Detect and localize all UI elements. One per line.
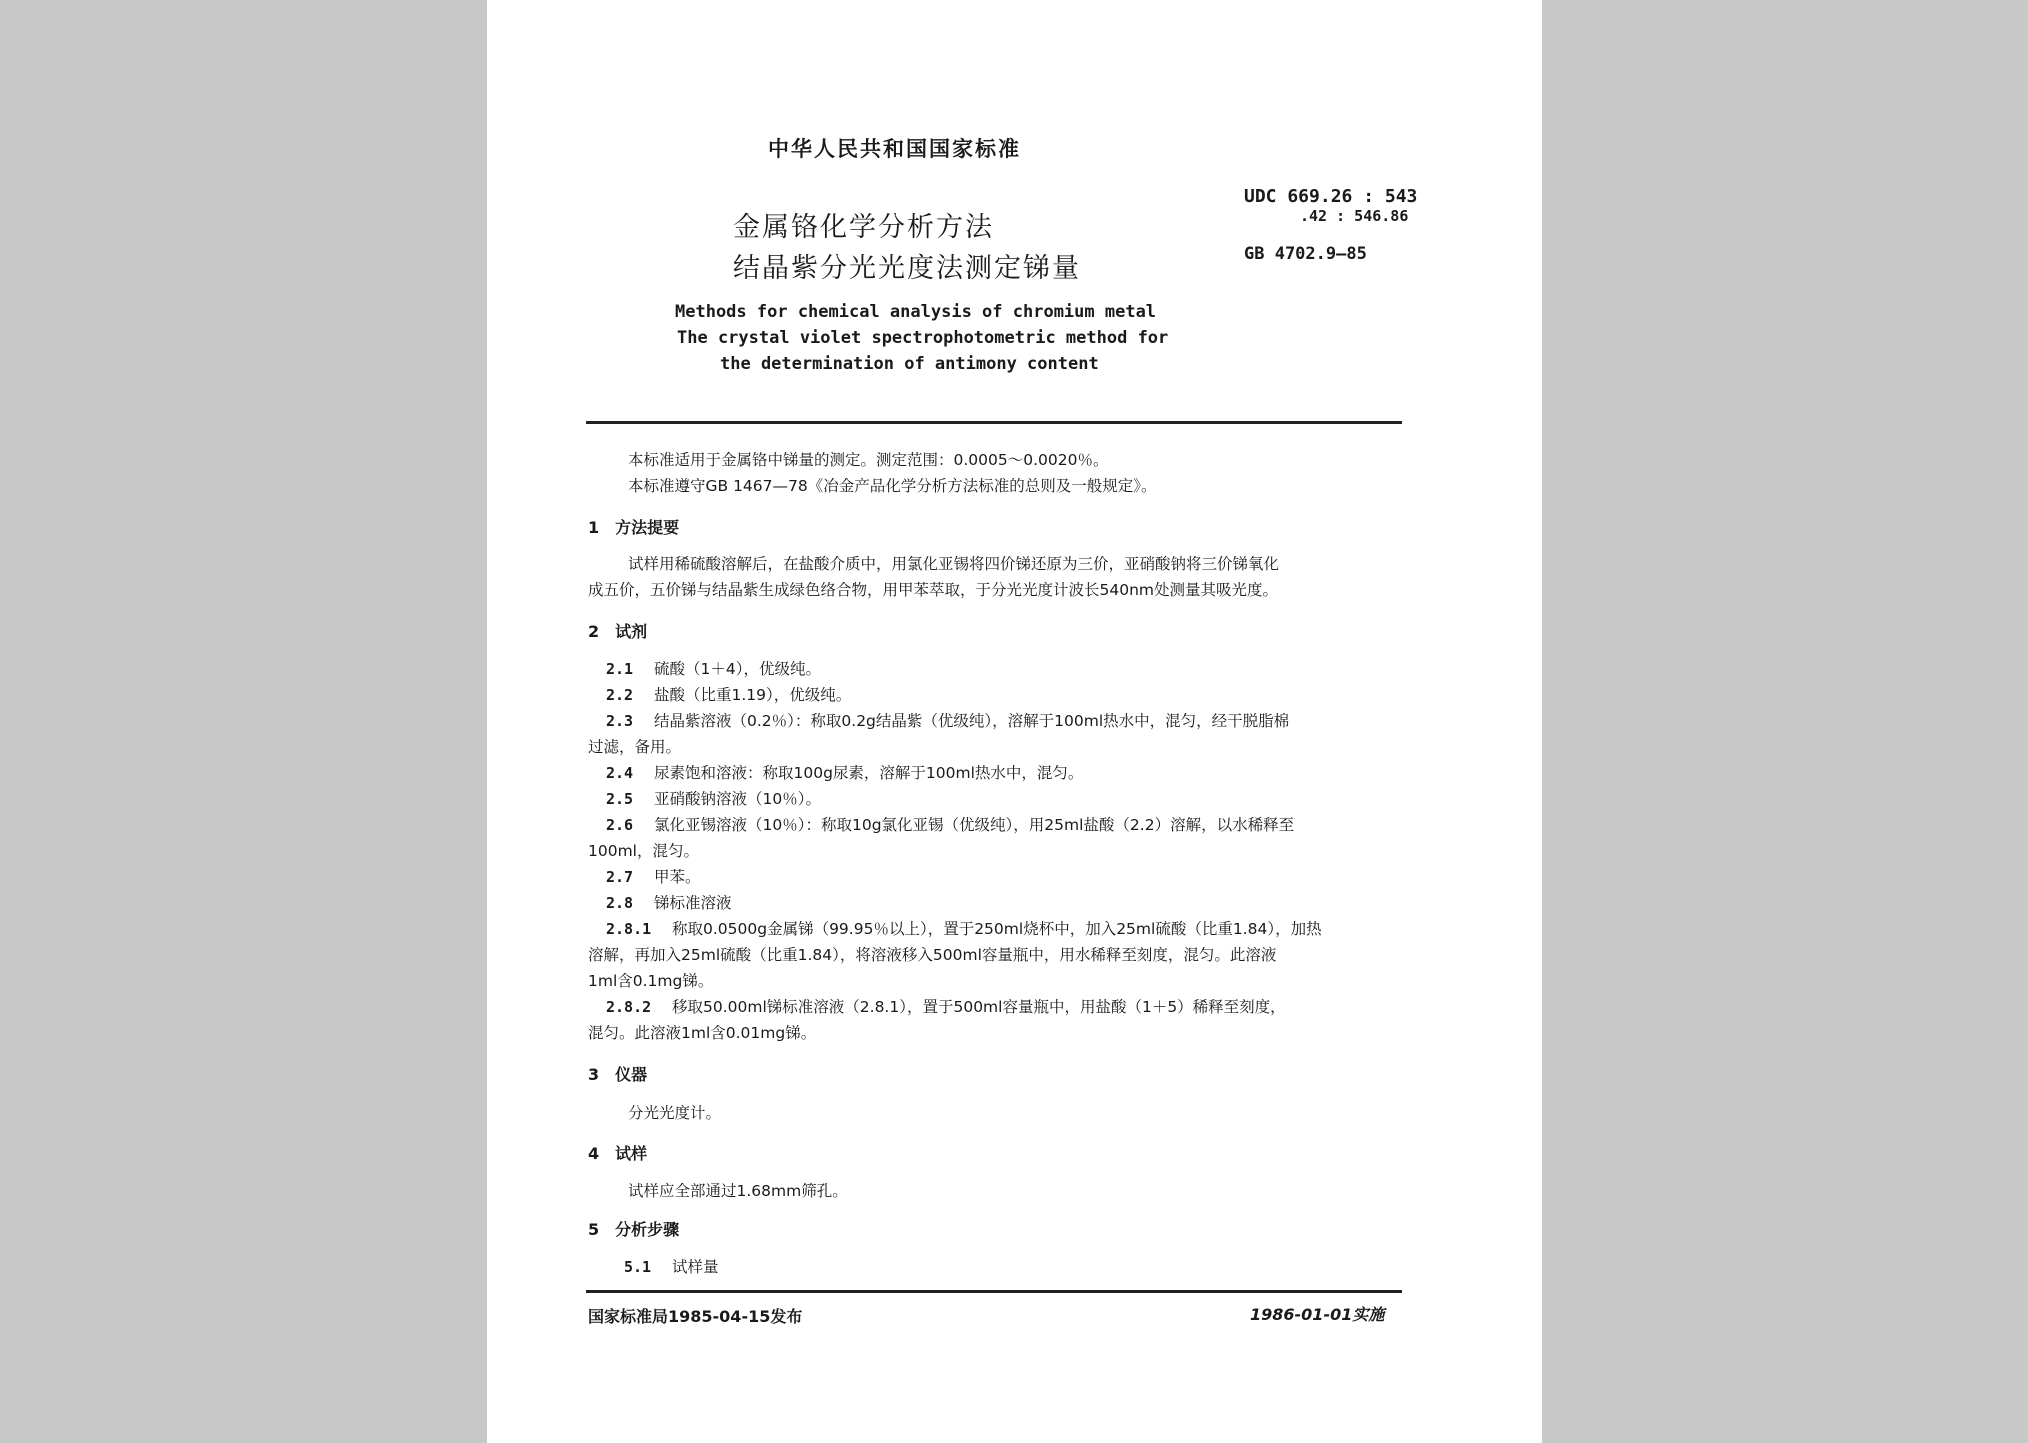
item-text: 盐酸（比重1.19），优级纯。 (654, 686, 852, 704)
item-2-2 (606, 683, 851, 705)
item-2-8-2 (606, 995, 1286, 1017)
udc-code-line2: .42 : 546.86 (1300, 207, 1409, 225)
item-number: 2.6 (606, 816, 634, 834)
item-2-8 (606, 891, 732, 913)
item-number: 5.1 (624, 1258, 652, 1276)
item-number: 2.7 (606, 868, 634, 886)
section-1-heading: 1 方法提要 (588, 518, 680, 537)
gb-number: GB 4702.9—85 (1244, 244, 1367, 264)
item-number: 2.4 (606, 764, 634, 782)
intro-line2: 本标准遵守GB 1467—78《冶金产品化学分析方法标准的总则及一般规定》。 (628, 477, 1157, 495)
item-2-8-1-cont2: 1ml含0.1mg锑。 (588, 972, 714, 990)
item-2-6-cont: 100ml，混匀。 (588, 842, 699, 860)
document-page (487, 0, 1542, 1443)
section-1-para-line2: 成五价，五价锑与结晶紫生成绿色络合物，用甲苯萃取，于分光光度计波长540nm处测量其吸光度。 (588, 581, 1279, 599)
item-5-1 (624, 1255, 719, 1277)
item-2-8-1 (606, 917, 1322, 939)
title-cn-line1: 金属铬化学分析方法 (733, 212, 994, 243)
item-text: 甲苯。 (654, 868, 701, 886)
intro-line1: 本标准适用于金属铬中锑量的测定。测定范围：0.0005～0.0020％。 (628, 451, 1109, 469)
item-number: 2.1 (606, 660, 634, 678)
national-standard-label: 中华人民共和国国家标准 (768, 137, 1021, 161)
item-text: 锑标准溶液 (654, 894, 732, 912)
item-number: 2.8.2 (606, 998, 652, 1016)
section-5-heading: 5 分析步骤 (588, 1220, 680, 1239)
item-2-3-cont: 过滤，备用。 (588, 738, 682, 756)
udc-code-line1: UDC 669.26 : 543 (1244, 186, 1418, 207)
header-divider (586, 421, 1402, 424)
item-2-8-1-cont1: 溶解，再加入25ml硫酸（比重1.84），将溶液移入500ml容量瓶中，用水稀释至刻度，混匀。此溶液 (588, 946, 1277, 964)
title-cn-line2: 结晶紫分光光度法测定锑量 (733, 253, 1081, 284)
item-text: 称取0.0500g金属锑（99.95％以上），置于250ml烧杯中，加入25ml硫酸（比重1.84），加热 (672, 920, 1322, 938)
item-number: 2.3 (606, 712, 634, 730)
item-text: 结晶紫溶液（0.2％）：称取0.2g结晶紫（优级纯），溶解于100ml热水中，混匀，经干脱脂棉 (654, 712, 1290, 730)
section-4-text: 试样应全部通过1.68mm筛孔。 (628, 1182, 848, 1200)
title-en-line1: Methods for chemical analysis of chromium metal (675, 302, 1157, 322)
item-2-6 (606, 813, 1294, 835)
item-number: 2.5 (606, 790, 634, 808)
section-1-para-line1: 试样用稀硫酸溶解后，在盐酸介质中，用氯化亚锡将四价锑还原为三价，亚硝酸钠将三价锑氧化 (628, 555, 1280, 573)
section-4-heading: 4 试样 (588, 1144, 648, 1163)
footer-divider (586, 1290, 1402, 1293)
item-2-7 (606, 865, 701, 887)
item-2-4 (606, 761, 1083, 783)
effective-date: 1986-01-01实施 (1250, 1305, 1385, 1324)
section-3-heading: 3 仪器 (588, 1065, 648, 1084)
title-en-line2: The crystal violet spectrophotometric method for (677, 328, 1169, 348)
section-3-text: 分光光度计。 (628, 1104, 722, 1122)
item-text: 移取50.00ml锑标准溶液（2.8.1），置于500ml容量瓶中，用盐酸（1＋5）稀释至刻度， (672, 998, 1286, 1016)
issue-date: 国家标准局1985-04-15发布 (588, 1307, 803, 1326)
item-text: 亚硝酸钠溶液（10％）。 (654, 790, 821, 808)
item-text: 尿素饱和溶液：称取100g尿素，溶解于100ml热水中，混匀。 (654, 764, 1084, 782)
item-text: 硫酸（1＋4），优级纯。 (654, 660, 821, 678)
item-text: 试样量 (672, 1258, 719, 1276)
item-2-3 (606, 709, 1289, 731)
title-en-line3: the determination of antimony content (720, 354, 1099, 374)
item-text: 氯化亚锡溶液（10％）：称取10g氯化亚锡（优级纯），用25ml盐酸（2.2）溶解，以水稀释至 (654, 816, 1295, 834)
item-number: 2.2 (606, 686, 634, 704)
section-2-heading: 2 试剂 (588, 622, 648, 641)
item-2-5 (606, 787, 821, 809)
item-number: 2.8.1 (606, 920, 652, 938)
item-number: 2.8 (606, 894, 634, 912)
item-2-1 (606, 657, 821, 679)
item-2-8-2-cont: 混匀。此溶液1ml含0.01mg锑。 (588, 1024, 817, 1042)
